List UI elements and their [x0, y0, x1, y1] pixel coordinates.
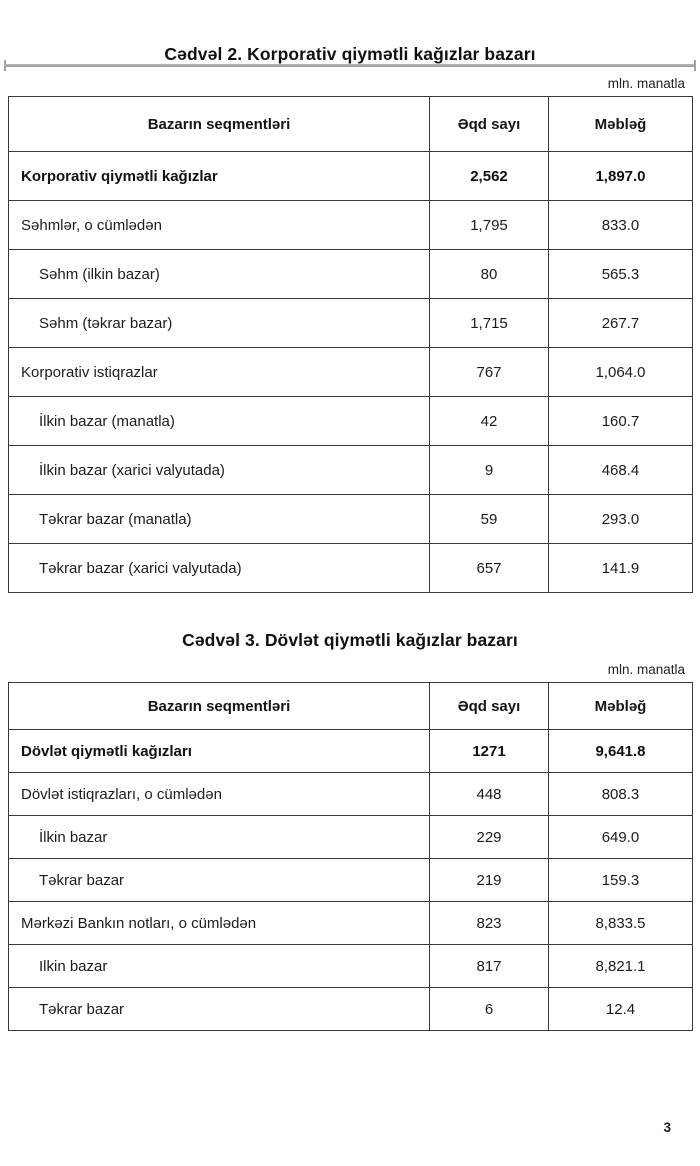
table-row — [9, 446, 693, 495]
column-header-segments: Bazarın seqmentləri — [9, 683, 430, 730]
deal-count-cell: 817 — [430, 945, 549, 988]
deal-count-cell: 448 — [430, 773, 549, 816]
table-row — [9, 152, 693, 201]
table-body — [9, 730, 693, 1031]
table-2-title: Cədvəl 2. Korporativ qiymətli kağızlar bazarı — [164, 44, 536, 64]
segment-label-cell: Dövlət qiymətli kağızları — [9, 730, 430, 773]
unit-label: mln. manatla — [607, 662, 685, 677]
amount-cell: 833.0 — [549, 201, 693, 250]
segment-label-cell: Təkrar bazar — [9, 859, 430, 902]
segment-label-cell: Korporativ istiqrazlar — [9, 348, 430, 397]
table-header-row — [9, 97, 693, 152]
amount-cell: 159.3 — [549, 859, 693, 902]
corporate-securities-section — [0, 44, 700, 593]
segment-label-cell: Səhmlər, o cümlədən — [9, 201, 430, 250]
segment-label-cell: Səhm (ilkin bazar) — [9, 250, 430, 299]
government-securities-section — [0, 630, 700, 1031]
deal-count-cell: 6 — [430, 988, 549, 1031]
deal-count-cell: 1271 — [430, 730, 549, 773]
table-row — [9, 859, 693, 902]
deal-count-cell: 657 — [430, 544, 549, 593]
deal-count-cell: 767 — [430, 348, 549, 397]
column-header-amount: Məbləğ — [549, 683, 693, 730]
segment-label-cell: Səhm (təkrar bazar) — [9, 299, 430, 348]
deal-count-cell: 2,562 — [430, 152, 549, 201]
table-row — [9, 201, 693, 250]
column-header-deal-count: Əqd sayı — [430, 97, 549, 152]
amount-cell: 1,064.0 — [549, 348, 693, 397]
amount-cell: 160.7 — [549, 397, 693, 446]
segment-label-cell: Mərkəzi Bankın notları, o cümlədən — [9, 902, 430, 945]
column-header-amount: Məbləğ — [549, 97, 693, 152]
segment-label-cell: Dövlət istiqrazları, o cümlədən — [9, 773, 430, 816]
amount-cell: 649.0 — [549, 816, 693, 859]
deal-count-cell: 229 — [430, 816, 549, 859]
document-page — [0, 44, 700, 1166]
table-3-title: Cədvəl 3. Dövlət qiymətli kağızlar bazarı — [182, 630, 518, 650]
amount-cell: 267.7 — [549, 299, 693, 348]
amount-cell: 293.0 — [549, 495, 693, 544]
table-row — [9, 495, 693, 544]
column-header-deal-count: Əqd sayı — [430, 683, 549, 730]
segment-label-cell: Təkrar bazar (manatla) — [9, 495, 430, 544]
deal-count-cell: 42 — [430, 397, 549, 446]
table-row — [9, 902, 693, 945]
amount-cell: 468.4 — [549, 446, 693, 495]
amount-cell: 565.3 — [549, 250, 693, 299]
page-number: 3 — [663, 1120, 671, 1135]
table-row — [9, 250, 693, 299]
unit-label: mln. manatla — [607, 76, 685, 91]
amount-cell: 8,833.5 — [549, 902, 693, 945]
segment-label-cell: Ilkin bazar — [9, 945, 430, 988]
segment-label-cell: Təkrar bazar (xarici valyutada) — [9, 544, 430, 593]
table-row — [9, 348, 693, 397]
government-securities-table — [8, 682, 693, 1031]
amount-cell: 141.9 — [549, 544, 693, 593]
table-row — [9, 299, 693, 348]
amount-cell: 8,821.1 — [549, 945, 693, 988]
amount-cell: 1,897.0 — [549, 152, 693, 201]
corporate-securities-table — [8, 96, 693, 593]
table-row — [9, 397, 693, 446]
deal-count-cell: 1,715 — [430, 299, 549, 348]
deal-count-cell: 219 — [430, 859, 549, 902]
table-row — [9, 730, 693, 773]
amount-cell: 12.4 — [549, 988, 693, 1031]
deal-count-cell: 59 — [430, 495, 549, 544]
segment-label-cell: İlkin bazar (manatla) — [9, 397, 430, 446]
segment-label-cell: Korporativ qiymətli kağızlar — [9, 152, 430, 201]
amount-cell: 9,641.8 — [549, 730, 693, 773]
table-row — [9, 544, 693, 593]
segment-label-cell: İlkin bazar — [9, 816, 430, 859]
deal-count-cell: 9 — [430, 446, 549, 495]
segment-label-cell: İlkin bazar (xarici valyutada) — [9, 446, 430, 495]
amount-cell: 808.3 — [549, 773, 693, 816]
deal-count-cell: 80 — [430, 250, 549, 299]
table-header-row — [9, 683, 693, 730]
table-row — [9, 988, 693, 1031]
horizontal-rule — [5, 64, 695, 67]
table-row — [9, 816, 693, 859]
segment-label-cell: Təkrar bazar — [9, 988, 430, 1031]
table-body — [9, 152, 693, 593]
deal-count-cell: 1,795 — [430, 201, 549, 250]
column-header-segments: Bazarın seqmentləri — [9, 97, 430, 152]
table-row — [9, 945, 693, 988]
deal-count-cell: 823 — [430, 902, 549, 945]
table-row — [9, 773, 693, 816]
